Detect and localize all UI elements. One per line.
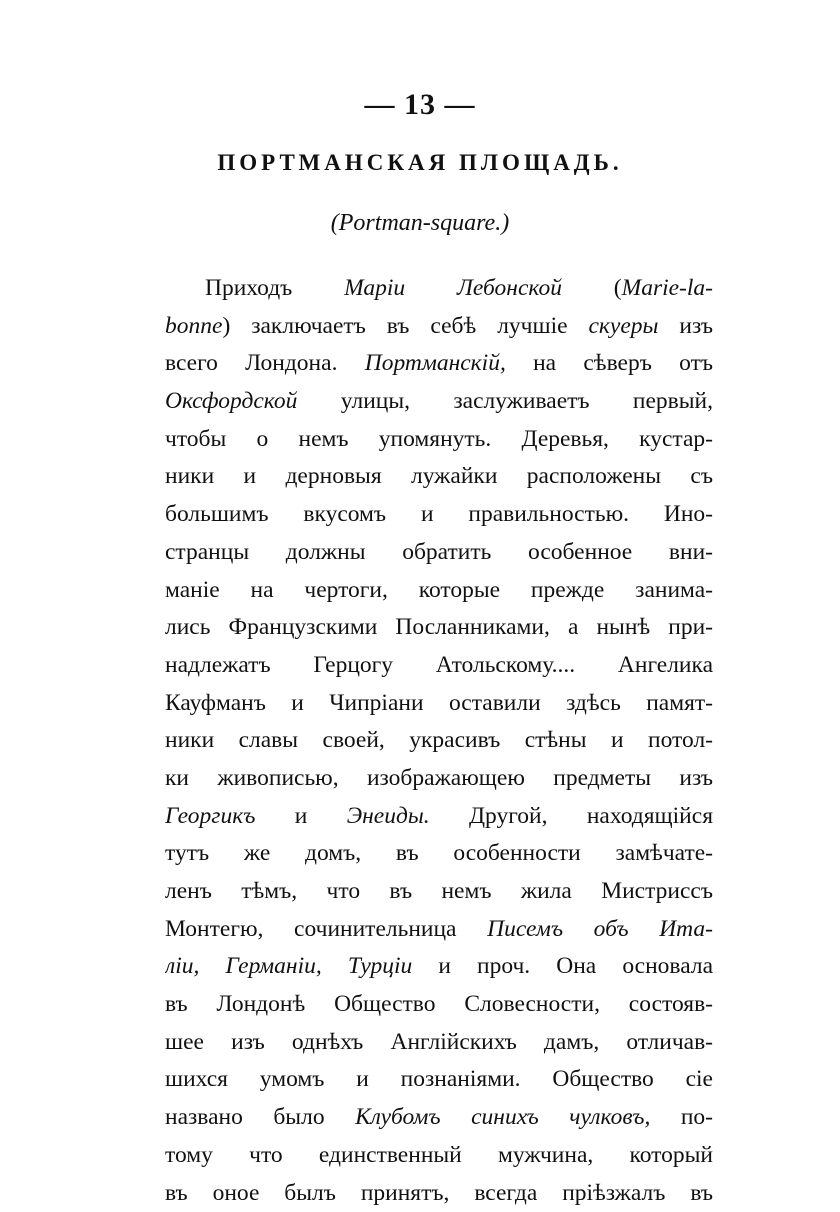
text-line: [165, 685, 713, 723]
text-line: [165, 609, 713, 647]
text-line: [165, 1061, 713, 1099]
text-run: (: [562, 275, 622, 301]
text-run: по-: [650, 1104, 713, 1130]
body-text: [165, 270, 713, 1212]
italic-run: Оксфордской: [165, 388, 297, 414]
text-run: названо было: [165, 1104, 355, 1130]
text-run: ) заключаетъ въ себѣ лучшiе: [222, 313, 588, 339]
italic-run: Марiи Лебонской: [344, 275, 562, 301]
text-line: [165, 421, 713, 459]
text-line: [165, 798, 713, 836]
text-line: [165, 1175, 713, 1212]
text-run: и проч. Она основала: [412, 953, 713, 979]
text-run: странцы должны обратить особенное вни-: [165, 539, 713, 565]
text-run: Монтегю, сочинительница: [165, 916, 487, 942]
section-title: ПОРТМАНСКАЯ ПЛОЩАДЬ.: [0, 150, 840, 176]
text-run: въ оное былъ принятъ, всегда прiѣзжалъ въ: [165, 1180, 713, 1206]
text-run: улицы, заслуживаетъ первый,: [297, 388, 713, 414]
section-subtitle: (Portman-square.): [0, 210, 840, 237]
text-line: [165, 496, 713, 534]
italic-run: Энеиды.: [347, 803, 430, 829]
text-run: манiе на чертоги, которые прежде занима-: [165, 577, 713, 603]
text-line: [165, 835, 713, 873]
text-run: тутъ же домъ, въ особенности замѣчате-: [165, 840, 713, 866]
text-run: и: [255, 803, 346, 829]
italic-run: Писемъ объ Ита-: [487, 916, 713, 942]
text-line: [165, 534, 713, 572]
text-line: [165, 1099, 713, 1137]
text-line: [165, 986, 713, 1024]
italic-run: скуеры: [589, 313, 659, 339]
text-run: изъ: [658, 313, 713, 339]
text-line: [165, 1024, 713, 1062]
text-line: [165, 345, 713, 383]
text-run: Приходъ: [205, 275, 344, 301]
text-run: ленъ тѣмъ, что въ немъ жила Мистриссъ: [165, 878, 713, 904]
text-line: [165, 308, 713, 346]
text-run: лись Французскими Посланниками, а нынѣ при-: [165, 614, 713, 640]
text-run: тому что единственный мужчина, который: [165, 1142, 713, 1168]
italic-run: Георгикъ: [165, 803, 255, 829]
text-run: ники славы своей, украсивъ стѣны и потол-: [165, 727, 713, 753]
text-line: [165, 873, 713, 911]
text-line: [165, 270, 713, 308]
text-line: [165, 760, 713, 798]
text-line: [165, 948, 713, 986]
text-run: всего Лондона.: [165, 350, 365, 376]
text-line: [165, 647, 713, 685]
text-line: [165, 458, 713, 496]
text-run: ники и дерновыя лужайки расположены съ: [165, 463, 713, 489]
text-run: большимъ вкусомъ и правильностью. Ино-: [165, 501, 713, 527]
italic-run: Marie-la-: [622, 275, 713, 301]
text-run: Другой, находящiйся: [430, 803, 713, 829]
text-run: надлежатъ Герцогу Атольскому.... Ангелика: [165, 652, 713, 678]
text-run: на сѣверъ отъ: [506, 350, 713, 376]
text-run: шее изъ однѣхъ Англiйскихъ дамъ, отличав-: [165, 1029, 713, 1055]
text-line: [165, 1137, 713, 1175]
italic-run: Клубомъ синихъ чулковъ,: [355, 1104, 650, 1130]
text-run: чтобы о немъ упомянуть. Деревья, кустар-: [165, 426, 713, 452]
text-run: ки живописью, изображающею предметы изъ: [165, 765, 713, 791]
italic-run: Портманскiй,: [365, 350, 506, 376]
text-line: [165, 722, 713, 760]
text-line: [165, 572, 713, 610]
text-line: [165, 383, 713, 421]
italic-run: bonne: [165, 313, 222, 339]
text-line: [165, 911, 713, 949]
italic-run: лiи, Германiи, Турцiи: [165, 953, 412, 979]
text-run: шихся умомъ и познанiями. Общество сiе: [165, 1066, 713, 1092]
text-run: Кауфманъ и Чипрiани оставили здѣсь памят-: [165, 690, 713, 716]
text-run: въ Лондонѣ Общество Словесности, состояв-: [165, 991, 713, 1017]
page-number: — 13 —: [0, 88, 840, 122]
